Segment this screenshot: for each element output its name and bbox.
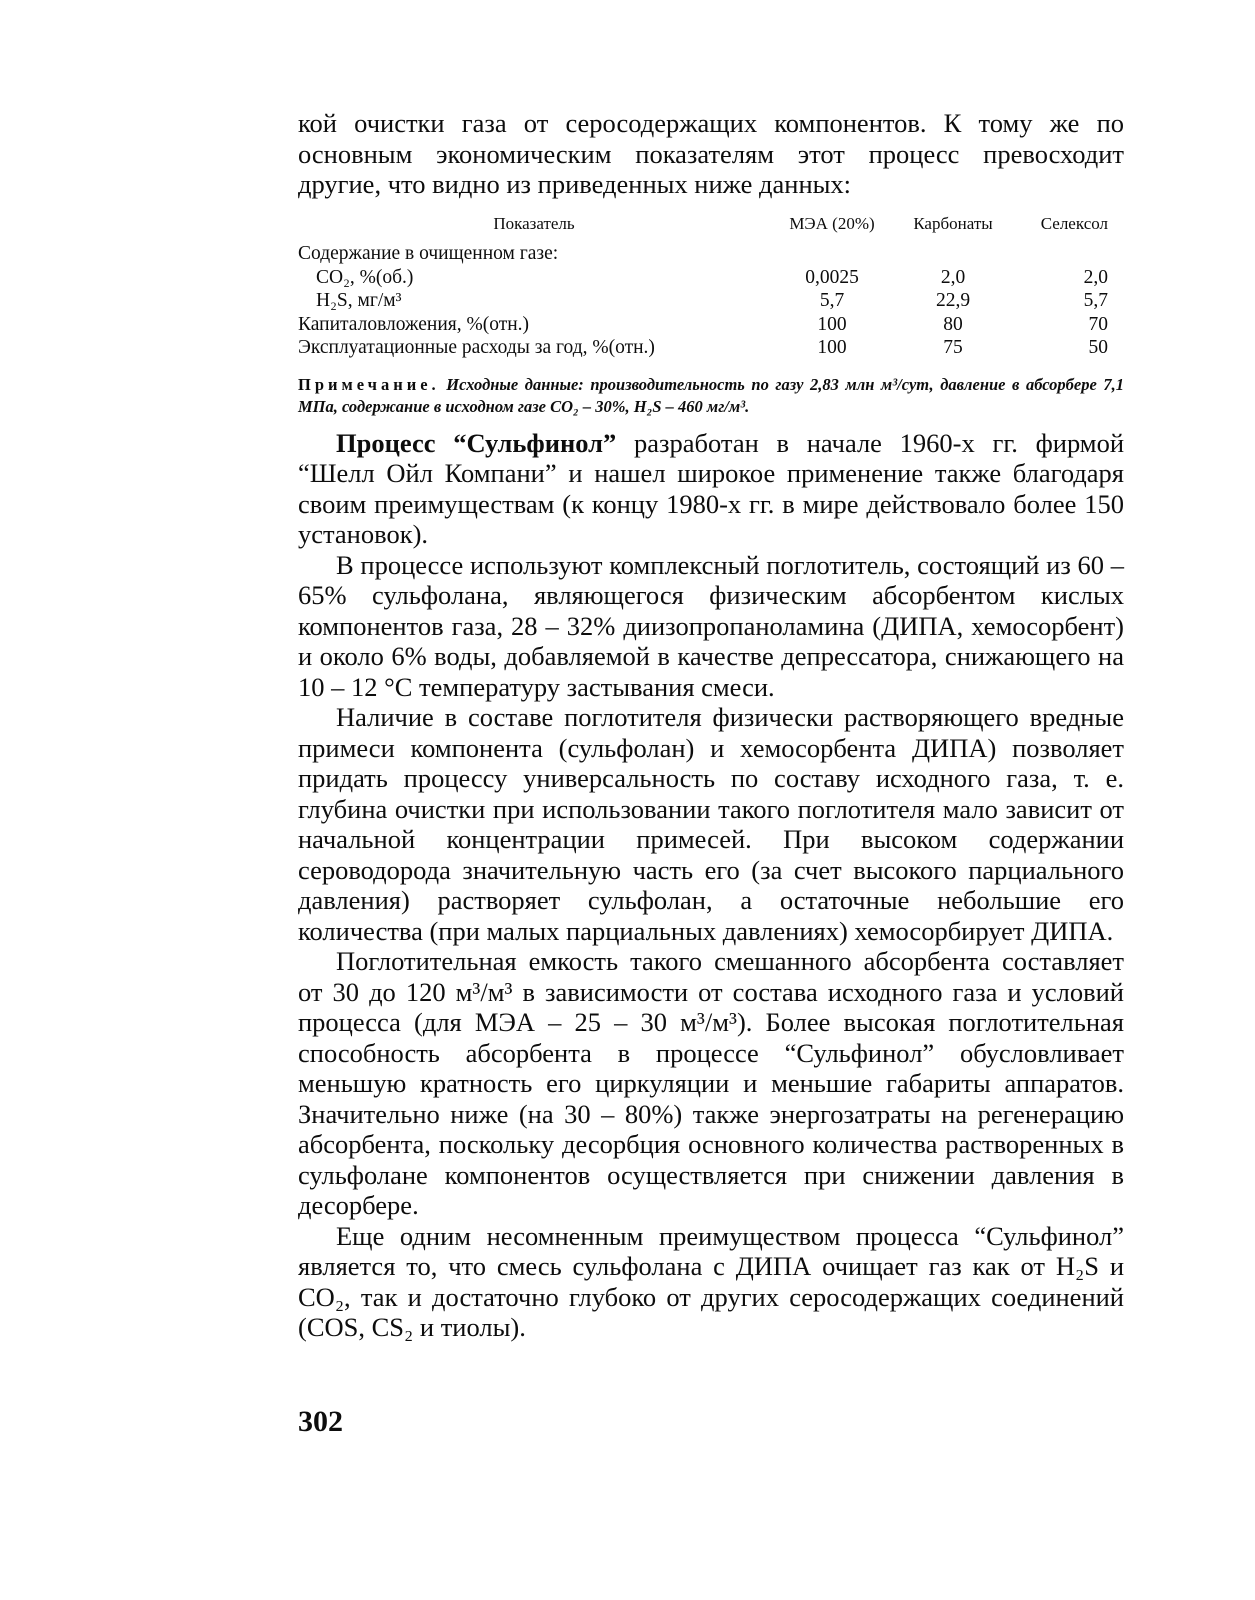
cell-value: 50 bbox=[1088, 337, 1108, 358]
table-header-row bbox=[298, 212, 1124, 243]
group-label: Содержание в очищенном газе: bbox=[298, 243, 559, 264]
cell-value: 100 bbox=[817, 313, 847, 335]
note-label: Примечание. bbox=[298, 374, 440, 394]
paragraph-capacity: Поглотительная емкость такого смешанного абсорбента составляет от 30 до 120 м³/м³ в зависимости от состава исходного газа и условий процесса (для МЭА – 25 – 30 м³/м³). Более высокая поглотительная способность абсорбента в процессе “Сульфинол” обусловливает меньшую кратность его циркуляции и меньшие габариты аппаратов. Значительно ниже (на 30 – 80%) также энергозатраты на регенерацию абсорбента, поскольку десорбция основного количества растворенных в сульфолане компонентов осуществляется при снижении давления в десорбере. bbox=[298, 946, 1124, 1220]
comparison-table bbox=[298, 212, 1124, 360]
cell-value: 70 bbox=[1088, 313, 1108, 335]
table-note bbox=[298, 374, 1124, 418]
cell-value: 22,9 bbox=[935, 290, 971, 311]
table-group-row bbox=[298, 242, 1124, 266]
page-number: 302 bbox=[298, 1405, 343, 1438]
cell-value: 100 bbox=[817, 337, 847, 358]
table-row bbox=[298, 266, 1124, 290]
paragraph-universality: Наличие в составе поглотителя физически растворяющего вредные примеси компонента (сульфолан) и хемосорбента ДИПА) позволяет придать процессу универсальность по составу исходного газа, т. е. глубина очистки при использовании такого поглотителя мало зависит от начальной концентрации примесей. При высоком содержании сероводорода значительную часть его (за счет высокого парциального давления) растворяет сульфолан, а остаточные небольшие его количества (при малых парциальных давлениях) хемосорбирует ДИПА. bbox=[298, 702, 1124, 946]
paragraph-sulfinol-intro bbox=[298, 428, 1124, 550]
process-name-heading: Процесс “Сульфинол” bbox=[336, 427, 617, 458]
row-label: H₂S, мг/м³ bbox=[316, 290, 402, 311]
paragraph-text: разработан в начале 1960-х гг. фирмой “Шелл Ойл Компани” и нашел широкое применение также благодаря своим преимуществам (к концу 1980-х гг. в мире действовало более 150 установок). bbox=[298, 427, 1124, 549]
cell-value: 75 bbox=[943, 337, 963, 358]
cell-value: 5,7 bbox=[819, 290, 845, 311]
cell-value: 2,0 bbox=[1083, 266, 1108, 288]
column-header-indicator: Показатель bbox=[493, 213, 575, 233]
paragraph-advantage: Еще одним несомненным преимуществом процесса “Сульфинол” является то, что смесь сульфолана с ДИПА очищает газ как от H₂S и CO₂, так и достаточно глубоко от других серосодержащих соединений (COS, CS₂ и тиолы). bbox=[298, 1220, 1124, 1342]
note-text: Исходные данные: производительность по газу 2,83 млн м³/сут, давление в абсорбере 7,1 МПа, содержание в исходном газе CO₂ – 30%, H₂S – 460 мг/м³. bbox=[298, 374, 1125, 416]
table-row bbox=[298, 313, 1124, 337]
intro-paragraph: кой очистки газа от серосодержащих компонентов. К тому же по основным экономическим показателям этот процесс превосходит другие, что видно из приведенных ниже данных: bbox=[298, 108, 1124, 199]
page-body bbox=[298, 108, 1124, 1343]
row-label: CO₂, %(об.) bbox=[316, 266, 414, 288]
column-header-selexol: Селексол bbox=[1040, 213, 1108, 233]
cell-value: 0,0025 bbox=[805, 266, 859, 288]
cell-value: 5,7 bbox=[1083, 290, 1108, 311]
row-label: Эксплуатационные расходы за год, %(отн.) bbox=[298, 337, 655, 358]
table-row bbox=[298, 289, 1124, 313]
column-header-mea: МЭА (20%) bbox=[789, 213, 875, 233]
column-header-carbonates: Карбонаты bbox=[913, 213, 993, 233]
row-label: Капиталовложения, %(отн.) bbox=[298, 313, 530, 335]
cell-value: 80 bbox=[943, 313, 963, 335]
paragraph-absorbent-composition: В процессе используют комплексный поглотитель, состоящий из 60 – 65% сульфолана, являющегося физическим абсорбентом кислых компонентов газа, 28 – 32% диизопропаноламина (ДИПА, хемосорбент) и около 6% воды, добавляемой в качестве депрессатора, снижающего на 10 – 12 °С температуру застывания смеси. bbox=[298, 549, 1124, 702]
table-row bbox=[298, 336, 1124, 360]
cell-value: 2,0 bbox=[940, 266, 966, 288]
